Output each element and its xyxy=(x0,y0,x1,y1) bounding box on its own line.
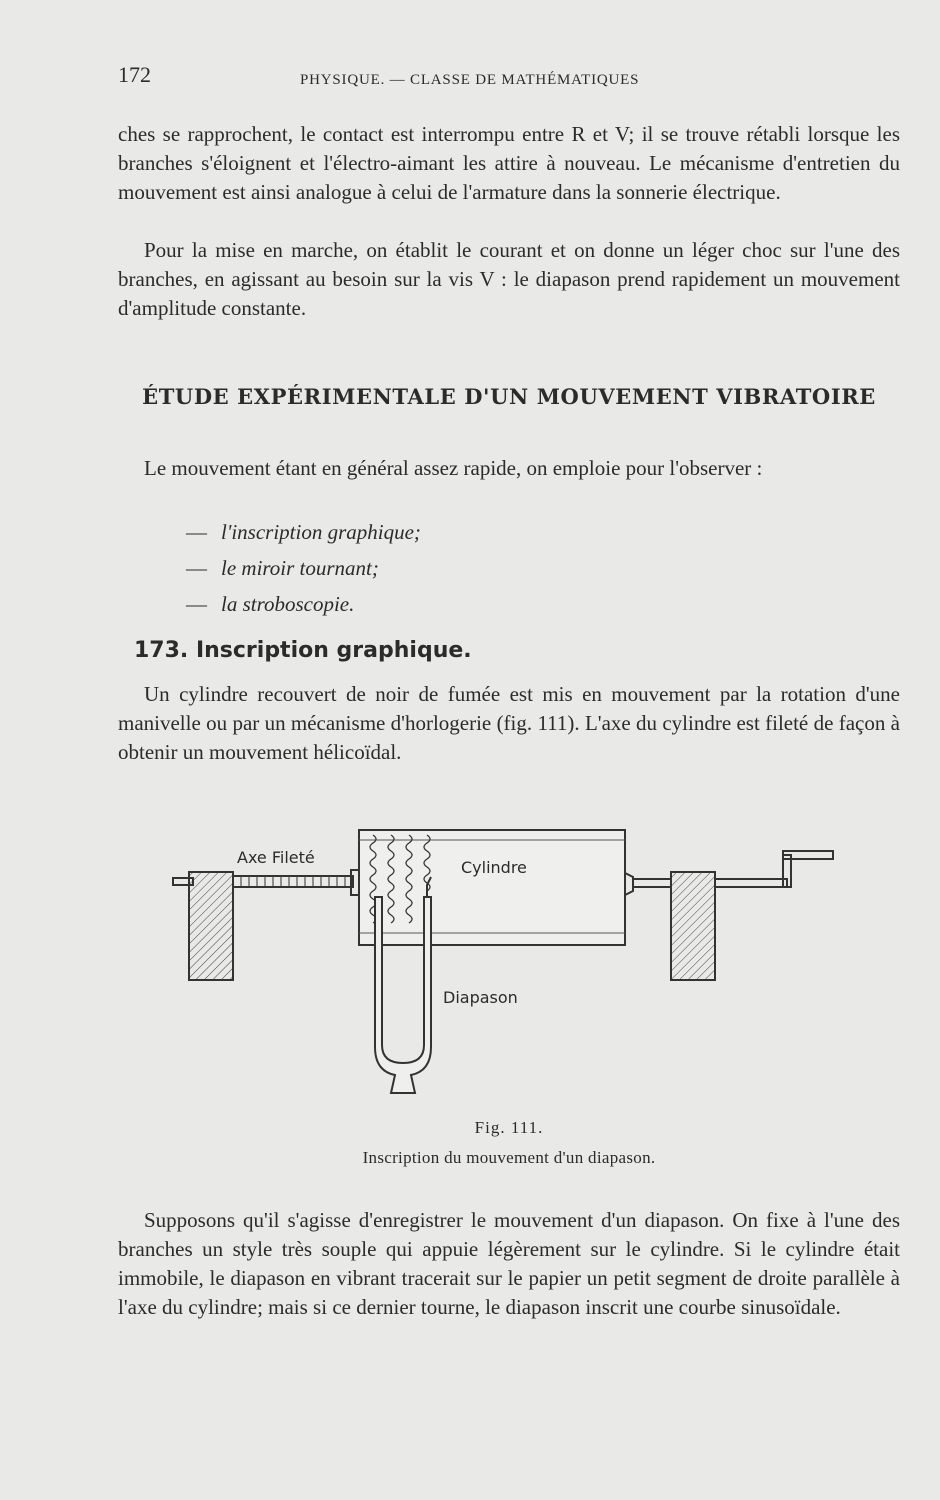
apparatus-diagram xyxy=(165,815,845,1110)
paragraph-cylinder xyxy=(118,680,900,767)
list-item xyxy=(186,514,421,550)
right-support xyxy=(671,872,715,980)
list-item xyxy=(186,550,421,586)
paragraph-text: Supposons qu'il s'agisse d'enregistrer le mouvement d'un diapason. On fixe à l'une des branches un style très souple qui appuie légèrement sur le cylindre. Si le cylindre était immobile, le diapason en vibrant tracerait sur le papier un petit segment de droite parallèle à l'axe du cylindre; mais si ce dernier tourne, le diapason inscrit une courbe sinusoïdale. xyxy=(118,1208,900,1319)
paragraph-text: Un cylindre recouvert de noir de fumée est mis en mouvement par la rotation d'une manivelle ou par un mécanisme d'horlogerie (fig. 111). L'axe du cylindre est fileté de façon à obtenir un mouvement hélicoïdal. xyxy=(118,682,900,764)
list-dash: — xyxy=(186,556,207,580)
page-number: 172 xyxy=(118,62,151,87)
label-cylindre: Cylindre xyxy=(461,858,527,877)
list-dash: — xyxy=(186,592,207,616)
paragraph-text: ches se rapprochent, le contact est interrompu entre R et V; il se trouve rétabli lorsque les branches s'éloignent et l'électro-aimant les attire à nouveau. Le mécanisme d'entretien du mouvement est ainsi analogue à celui de l'armature dans la sonnerie électrique. xyxy=(118,122,900,204)
left-support xyxy=(189,872,233,980)
list-dash: — xyxy=(186,520,207,544)
right-axle xyxy=(633,879,671,887)
running-title: PHYSIQUE. — CLASSE DE MATHÉMATIQUES xyxy=(300,72,640,88)
figure-number: Fig. 111. xyxy=(474,1118,544,1137)
list-item-text: l'inscription graphique; xyxy=(221,520,421,544)
paragraph-startup xyxy=(118,236,900,323)
page-header xyxy=(118,62,898,92)
paragraph-text: Pour la mise en marche, on établit le courant et on donne un léger choc sur l'une des branches, en agissant au besoin sur la vis V : le diapason prend rapidement un mouvement d'amplitude constante. xyxy=(118,238,900,320)
section-title: ÉTUDE EXPÉRIMENTALE D'UN MOUVEMENT VIBRATOIRE xyxy=(142,384,876,409)
paragraph-observation xyxy=(118,454,900,483)
crank-axle xyxy=(715,879,787,887)
list-item-text: le miroir tournant; xyxy=(221,556,379,580)
right-hub xyxy=(625,873,633,895)
cylinder xyxy=(359,830,625,945)
list-item xyxy=(186,586,421,622)
threaded-axis xyxy=(233,876,353,887)
list-item-text: la stroboscopie. xyxy=(221,592,355,616)
paragraph-text: Le mouvement étant en général assez rapide, on emploie pour l'observer : xyxy=(144,456,763,480)
figure-apparatus xyxy=(165,815,845,1110)
axis-thread-lines xyxy=(241,876,345,887)
paragraph-recording xyxy=(118,1206,900,1322)
subsection-title: 173. Inscription graphique. xyxy=(134,638,472,663)
figure-caption: Inscription du mouvement d'un diapason. xyxy=(362,1148,656,1167)
label-diapason: Diapason xyxy=(443,988,518,1007)
paragraph-continuation xyxy=(118,120,900,207)
label-axe-filete: Axe Fileté xyxy=(237,848,315,867)
method-list xyxy=(186,514,421,622)
